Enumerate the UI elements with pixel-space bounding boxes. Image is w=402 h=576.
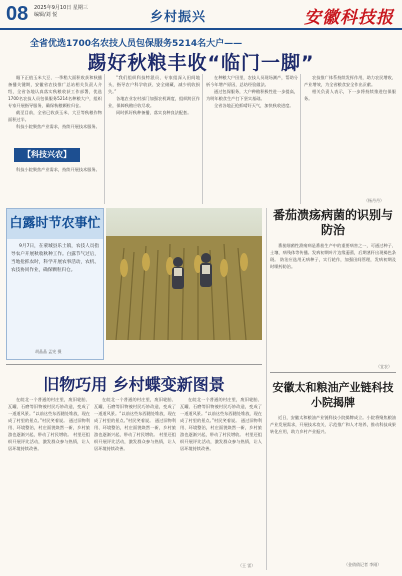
column-rule <box>104 74 105 204</box>
paragraph: 截至目前，全省已收获玉米、大豆等秋粮作物面积过半。 <box>8 110 102 122</box>
lead-column-2 <box>108 74 200 204</box>
paragraph: 科技小院聚焦产业需求，持续开展技术服务。 <box>16 167 100 172</box>
taihe-byline: （金倩倩记者 李刚） <box>344 562 382 567</box>
lead-column-1 <box>8 74 102 146</box>
section-rule <box>270 372 396 373</box>
column-rule <box>266 208 267 570</box>
bailu-text <box>11 243 99 351</box>
lead-kicker: 全省优选1700名农技人员包保服务5214名大户—— <box>30 39 243 49</box>
story2-headline: 旧物巧用 乡村蝶变新图景 <box>43 375 225 394</box>
masthead <box>0 0 402 30</box>
lead-byline: （杨丹丹） <box>364 198 384 203</box>
story2-column-1 <box>8 396 90 568</box>
story2-column-2 <box>94 396 176 568</box>
taihe-headline: 安徽太和粮油产业链科技小院揭牌 <box>272 381 394 409</box>
paragraph: “我们组织科技特派员、专家组深入田间地头，指导农户科学收获、安全储藏，减少机收损失。” <box>108 75 200 94</box>
paragraph: 在种粮大户田里，农技人员现场测产，帮助分析今年增产原因，总结经验做法。 <box>206 75 298 87</box>
paragraph: 在皖北一个普通的村庄里，废旧轮胎、瓦罐、石磨等旧物被村民巧妙改造，变成了一道道风景。“以前这些东西随处堆放，现在成了村里的景点。”村民笑着说。 通过旧物利用、环境整治，村庄面貌焕然一新，乡村旅游也逐渐兴起，带动了村民增收。 村里还组织开展评比活动，激发群众参与热情，让人居环境持续改善。 <box>180 397 262 451</box>
tomato-text <box>270 242 396 362</box>
section-tag: 【科技兴农】 <box>14 148 80 162</box>
story2-column-3 <box>180 396 262 562</box>
paragraph: 全省各地正抢抓晴好天气，加快秋收进度。 <box>214 103 294 108</box>
page-number: 08 <box>6 3 29 25</box>
bailu-photo-box <box>6 208 104 360</box>
editor-text: 编辑/刘 悦 <box>34 12 58 18</box>
column-rule <box>202 74 203 204</box>
taihe-text <box>270 414 396 560</box>
newspaper-logo: 安徽科技报 <box>304 8 394 28</box>
paragraph: 相关负责人表示，下一步将持续推进包保服务。 <box>304 89 396 101</box>
paragraph: 同时抓好秋种备播，落实良种良法配套。 <box>116 110 192 115</box>
lead-column-4 <box>304 74 396 196</box>
lead-column-3 <box>206 74 298 204</box>
lead-headline: 踢好秋粮丰收“临门一脚” <box>87 52 315 74</box>
tomato-headline: 番茄溃疡病菌的识别与防治 <box>272 208 393 237</box>
paragraph: 9月7日，在蒙城县乐土镇，农技人员指导农户开展秋收秋种工作。白露节气过后，当地抢抓农时，科学开展农事活动，农机、农技协同作业，确保颗粒归仓。 <box>11 244 99 273</box>
paragraph: 番茄细菌性溃疡病是番茄生产中的重要病害之一，可通过种子、土壤、病残体等传播。发病初期叶片边缘萎蔫，后期茎秆出现褐色条斑。 防治应选用无病种子，实行轮作，加强田间管理，发病初期及时喷药防治。 <box>270 243 396 269</box>
paragraph: 在皖北一个普通的村庄里，废旧轮胎、瓦罐、石磨等旧物被村民巧妙改造，变成了一道道风景。“以前这些东西随处堆放，现在成了村里的景点。”村民笑着说。 通过旧物利用、环境整治，村庄面貌焕然一新，乡村旅游也逐渐兴起，带动了村民增收。 村里还组织开展评比活动，激发群众参与热情，让人居环境持续改善。 <box>94 397 176 451</box>
paragraph: 眼下正值玉米大豆、一季稻大面积收获和秋播备播关键期，安徽省农技推广总站相关负责人介绍，全省各地认真落实秋粮收获工作部署，优选1700名农技人员包保服务5214名种粮大户，组织专家开展指导服务，确保秋粮颗粒归仓。 <box>8 75 102 108</box>
bailu-title: 白露时节农事忙 <box>7 209 103 239</box>
section-rule <box>6 364 262 365</box>
section-title: 乡村振兴 <box>150 10 207 25</box>
paragraph: 各地农业农村部门加强农机调度，组织跨区作业，保障秋粮应收尽收。 <box>108 96 200 108</box>
lead-column-1b <box>8 166 102 204</box>
column-rule <box>300 74 301 204</box>
paragraph: 在皖北一个普通的村庄里，废旧轮胎、瓦罐、石磨等旧物被村民巧妙改造，变成了一道道风景。“以前这些东西随处堆放，现在成了村里的景点。”村民笑着说。 通过旧物利用、环境整治，村庄面貌焕然一新，乡村旅游也逐渐兴起，带动了村民增收。 村里还组织开展评比活动，激发群众参与热情，让人居环境持续改善。 <box>8 397 90 451</box>
bailu-credit: 胡晶晶 孟宪 摄 <box>35 349 62 354</box>
field-photo <box>106 208 262 340</box>
page-date <box>34 5 94 19</box>
paragraph: 农技推广体系持续发挥作用，助力农民增收、产业增效，为全省粮食安全作出贡献。 <box>304 75 396 87</box>
tomato-byline: （宜农） <box>376 364 392 369</box>
paragraph: 近日，安徽太和粮油产业链科技小院揭牌成立。小院将聚焦粮油产业发展需求，开展技术攻关、示范推广和人才培养，推动科技成果转化应用，助力乡村产业振兴。 <box>270 415 396 434</box>
field-photo-image <box>106 208 262 340</box>
date-text: 2025年9月10日 星期三 <box>34 5 88 11</box>
story2-byline: （王 雷） <box>238 563 256 568</box>
paragraph: 科技小院聚焦产业需求，持续开展技术服务。 <box>16 124 100 129</box>
paragraph: 通过包保服务，大户种粮积极性进一步提高，为明年粮食生产打下坚实基础。 <box>206 89 298 101</box>
